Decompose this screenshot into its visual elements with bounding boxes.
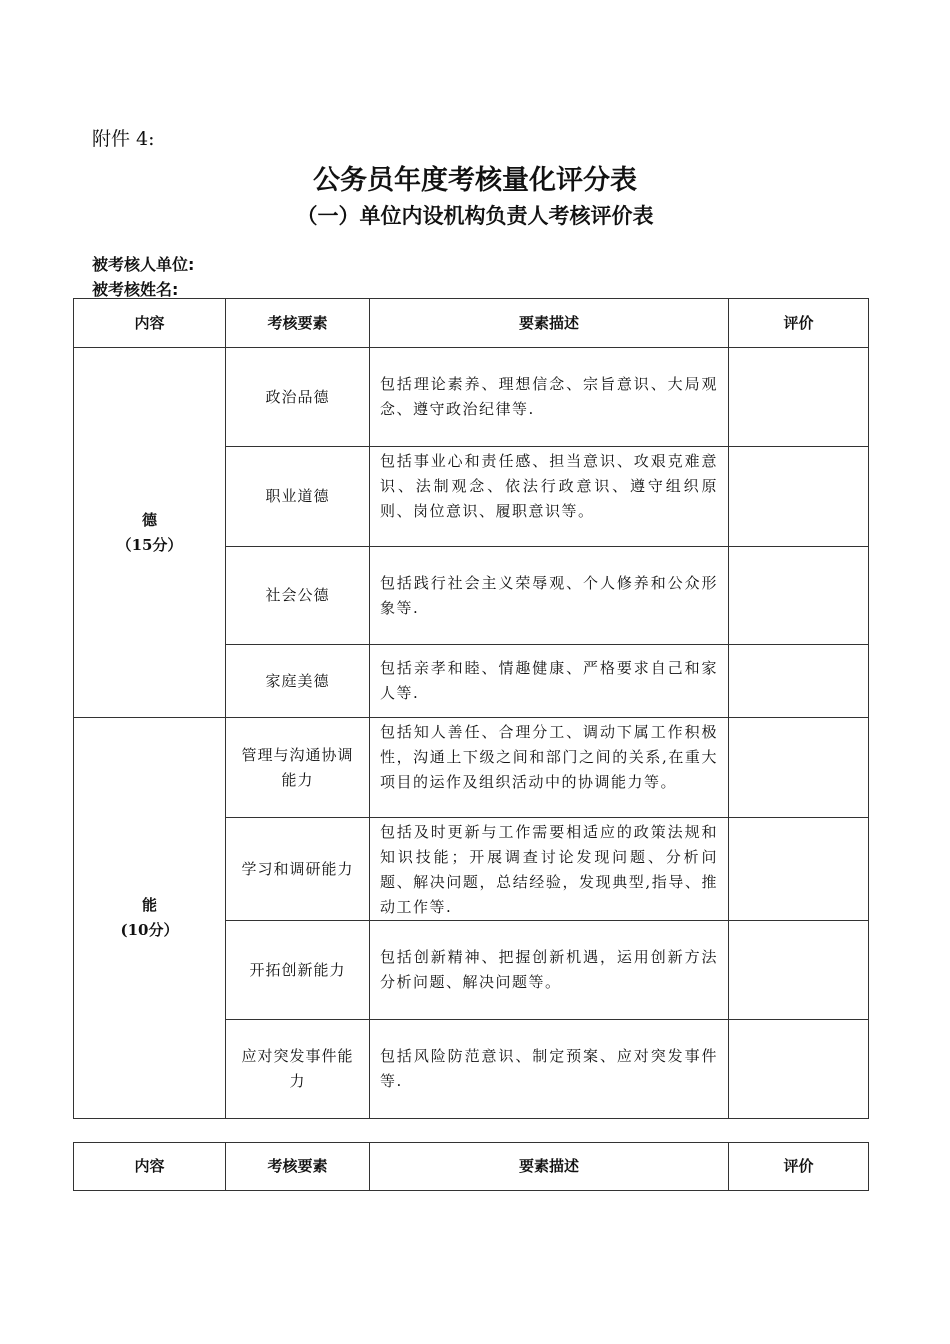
header-evaluation: 评价 (729, 1143, 869, 1191)
evaluation-input-cell[interactable] (729, 645, 869, 718)
element-cell: 社会公德 (226, 547, 370, 645)
category-name: 德 (141, 510, 157, 529)
table-header-row (74, 299, 869, 348)
evaluation-input-cell[interactable] (729, 818, 869, 921)
description-cell: 包括创新精神、把握创新机遇，运用创新方法分析问题、解决问题等。 (370, 921, 729, 1020)
description-cell: 包括理论素养、理想信念、宗旨意识、大局观念、遵守政治纪律等. (370, 348, 729, 447)
attachment-label: 附件 4: (92, 128, 155, 150)
description-cell: 包括风险防范意识、制定预案、应对突发事件等. (370, 1020, 729, 1119)
element-cell: 学习和调研能力 (226, 818, 370, 921)
document-title: 公务员年度考核量化评分表 (313, 165, 637, 196)
header-element: 考核要素 (226, 1143, 370, 1191)
category-score: (10分） (120, 921, 179, 939)
element-cell: 管理与沟通协调能力 (226, 718, 370, 818)
unit-field-label: 被考核人单位: (92, 255, 195, 274)
description-cell: 包括亲孝和睦、情趣健康、严格要求自己和家人等. (370, 645, 729, 718)
table-row (74, 718, 869, 818)
description-cell: 包括及时更新与工作需要相适应的政策法规和知识技能；开展调查讨论发现问题、分析问题、解决问题，总结经验，发现典型,指导、推动工作等. (370, 818, 729, 921)
header-content: 内容 (74, 1143, 226, 1191)
element-cell: 应对突发事件能力 (226, 1020, 370, 1119)
element-cell: 开拓创新能力 (226, 921, 370, 1020)
category-neng (74, 718, 226, 1119)
category-de (74, 348, 226, 718)
header-description: 要素描述 (370, 299, 729, 348)
evaluation-input-cell[interactable] (729, 348, 869, 447)
element-cell: 政治品德 (226, 348, 370, 447)
evaluation-input-cell[interactable] (729, 718, 869, 818)
header-content: 内容 (74, 299, 226, 348)
evaluation-input-cell[interactable] (729, 547, 869, 645)
element-cell: 职业道德 (226, 447, 370, 547)
header-description: 要素描述 (370, 1143, 729, 1191)
evaluation-table (73, 298, 869, 1119)
evaluation-table-continued (73, 1142, 869, 1191)
evaluation-input-cell[interactable] (729, 921, 869, 1020)
description-cell: 包括事业心和责任感、担当意识、攻艰克难意识、法制观念、依法行政意识、遵守组织原则、岗位意识、履职意识等。 (370, 447, 729, 547)
category-score: （15分） (116, 535, 183, 554)
evaluation-input-cell[interactable] (729, 1020, 869, 1119)
header-element: 考核要素 (226, 299, 370, 348)
table-row (74, 348, 869, 447)
name-field-label: 被考核姓名: (92, 280, 179, 299)
description-cell: 包括知人善任、合理分工、调动下属工作积极性，沟通上下级之间和部门之间的关系,在重大项目的运作及组织活动中的协调能力等。 (370, 718, 729, 818)
element-cell: 家庭美德 (226, 645, 370, 718)
category-name: 能 (141, 896, 157, 914)
table-header-row (74, 1143, 869, 1191)
evaluation-input-cell[interactable] (729, 447, 869, 547)
header-evaluation: 评价 (729, 299, 869, 348)
description-cell: 包括践行社会主义荣辱观、个人修养和公众形象等. (370, 547, 729, 645)
document-subtitle: （一）单位内设机构负责人考核评价表 (296, 204, 654, 228)
